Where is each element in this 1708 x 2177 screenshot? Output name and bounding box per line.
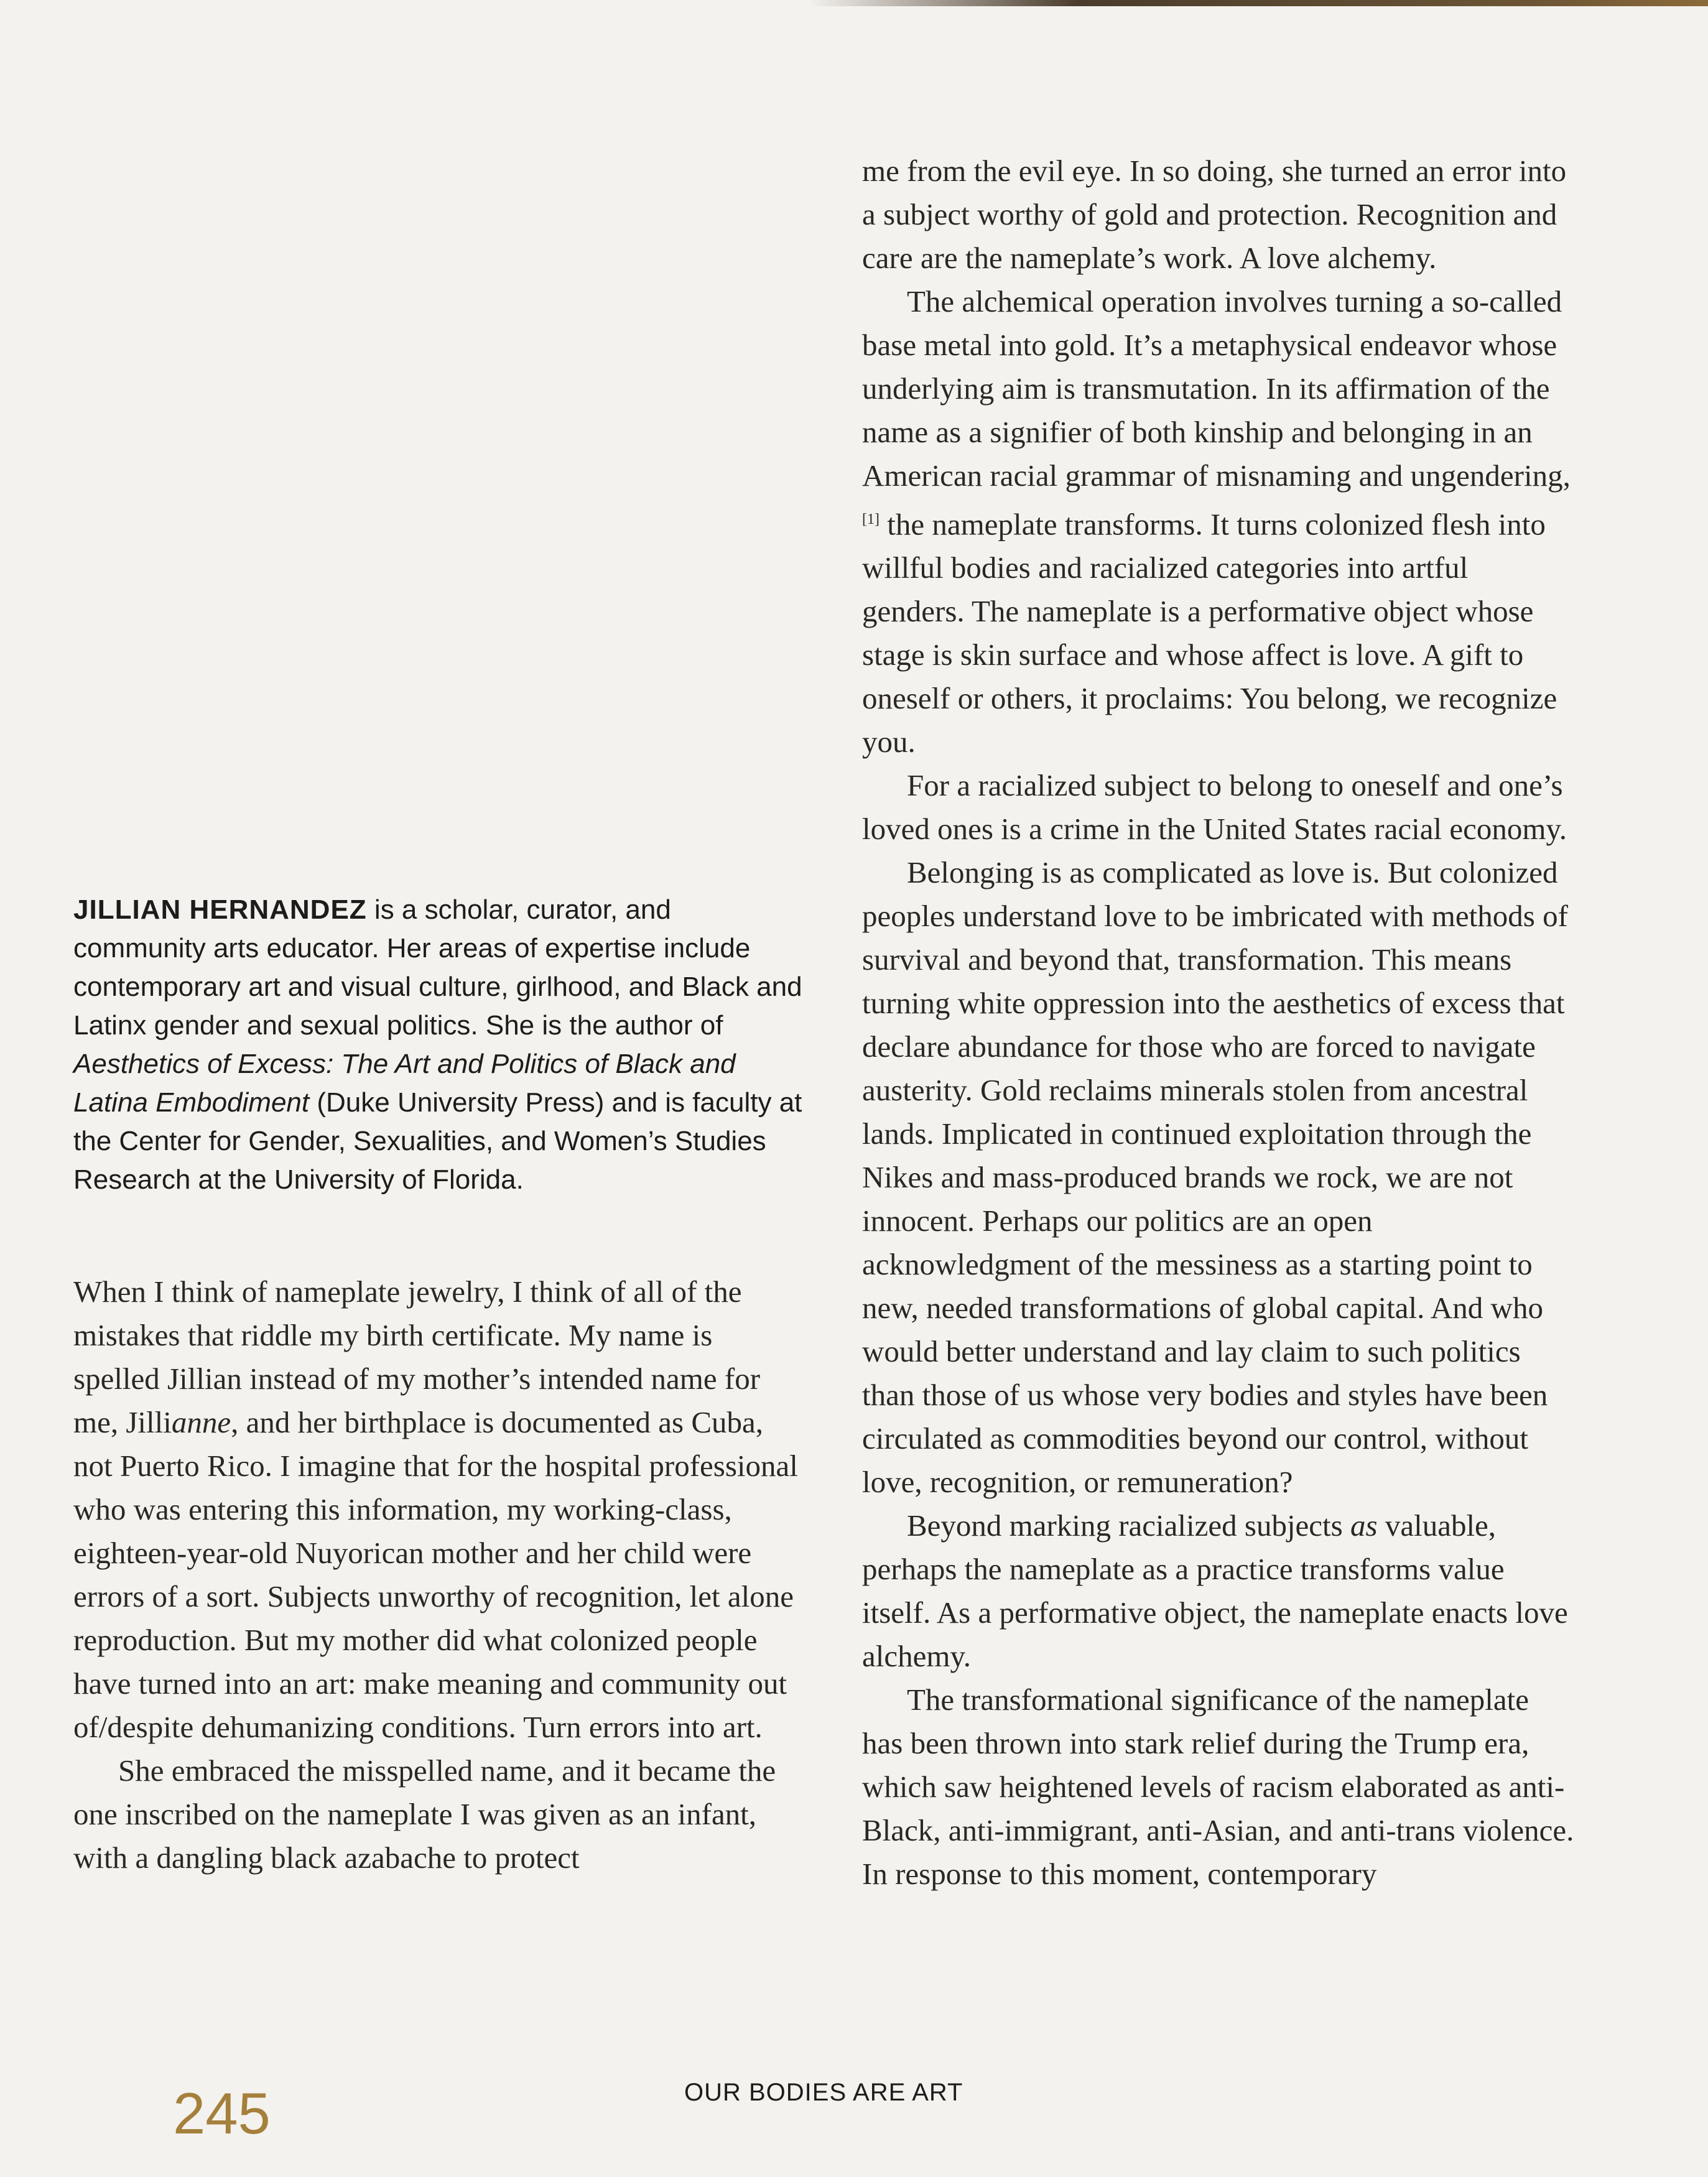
book-title: Aesthetics of Excess: The Art and Politics of Black and Latina Embodiment [73,1049,736,1118]
left-column [73,1270,804,1880]
emphasis-text: as [1350,1508,1378,1543]
paragraph-text: valuable, perhaps the nameplate as a practice transforms value itself. As a performative object, the nameplate enacts love alchemy. [862,1508,1568,1674]
emphasis-text: anne [171,1405,231,1439]
paragraph: She embraced the misspelled name, and it became the one inscribed on the nameplate I was given as an infant, with a dangling black azabache to protect [73,1753,776,1875]
page-edge-shadow [809,0,1708,6]
page-number: 245 [173,2081,271,2146]
paragraph: For a racialized subject to belong to oneself and one’s loved ones is a crime in the United States racial economy. [862,768,1567,847]
paragraph: The transformational significance of the nameplate has been thrown into stark relief during the Trump era, which saw heightened levels of racism elaborated as anti-Black, anti-immigrant, anti-Asian, and anti-trans violence. In response to this moment, contemporary [862,1683,1574,1892]
paragraph: me from the evil eye. In so doing, she turned an error into a subject worthy of gold and protection. Recognition and care are the nameplate’s work. A love alchemy. [862,154,1567,275]
bio-text-1: is a scholar, curator, and community arts educator. Her areas of expertise include contemporary art and visual culture, girlhood, and Black and Latinx gender and sexual politics. She is the author of [73,894,802,1041]
bio-text-2: (Duke University Press) and is faculty at the Center for Gender, Sexualities, and Women’s Studies Research at the University of Florida. [73,1087,802,1195]
paragraph: Belonging is as complicated as love is. But colonized peoples understand love to be imbricated with methods of survival and beyond that, transformation. This means turning white oppression into the aesthetics of excess that declare abundance for those who are forced to navigate austerity. Gold reclaims minerals stolen from ancestral lands. Implicated in continued exploitation through the Nikes and mass-produced brands we rock, we are not innocent. Perhaps our politics are an open acknowledgment of the messiness as a starting point to new, needed transformations of global capital. And who would better understand and lay claim to such politics than those of us whose very bodies and styles have been circulated as commodities beyond our control, without love, recognition, or remuneration? [862,855,1568,1500]
right-column [862,149,1574,1896]
paragraph-text: Beyond marking racialized subjects [907,1508,1350,1543]
paragraph-text: the nameplate transforms. It turns colonized flesh into willful bodies and racialized categories into artful genders. The nameplate is a performative object whose stage is skin surface and whose affect is love. A gift to oneself or others, it proclaims: You belong, we recognize you. [862,507,1557,759]
running-title: OUR BODIES ARE ART [684,2079,963,2106]
paragraph [73,1270,804,1749]
author-bio [73,891,807,1199]
paragraph [862,280,1574,764]
paragraph-text: , and her birthplace is documented as Cuba, not Puerto Rico. I imagine that for the hospital professional who was entering this information, my working-class, eighteen-year-old Nuyorican mother and her child were errors of a sort. Subjects unworthy of recognition, let alone reproduction. But my mother did what colonized people have turned into an art: make meaning and community out of/despite dehumanizing conditions. Turn errors into art. [73,1405,798,1744]
paragraph-text: The alchemical operation involves turning a so-called base metal into gold. It’s a metaphysical endeavor whose underlying aim is transmutation. In its affirmation of the name as a signifier of both kinship and belonging in an American racial grammar of misnaming and ungendering, [862,284,1571,493]
footnote-ref: [1] [862,511,880,527]
paragraph [862,1504,1574,1678]
author-name: JILLIAN HERNANDEZ [73,894,367,925]
paragraph-text: When I think of nameplate jewelry, I think of all of the mistakes that riddle my birth certificate. My name is spelled Jillian instead of my mother’s intended name for me, Jilli [73,1274,761,1439]
